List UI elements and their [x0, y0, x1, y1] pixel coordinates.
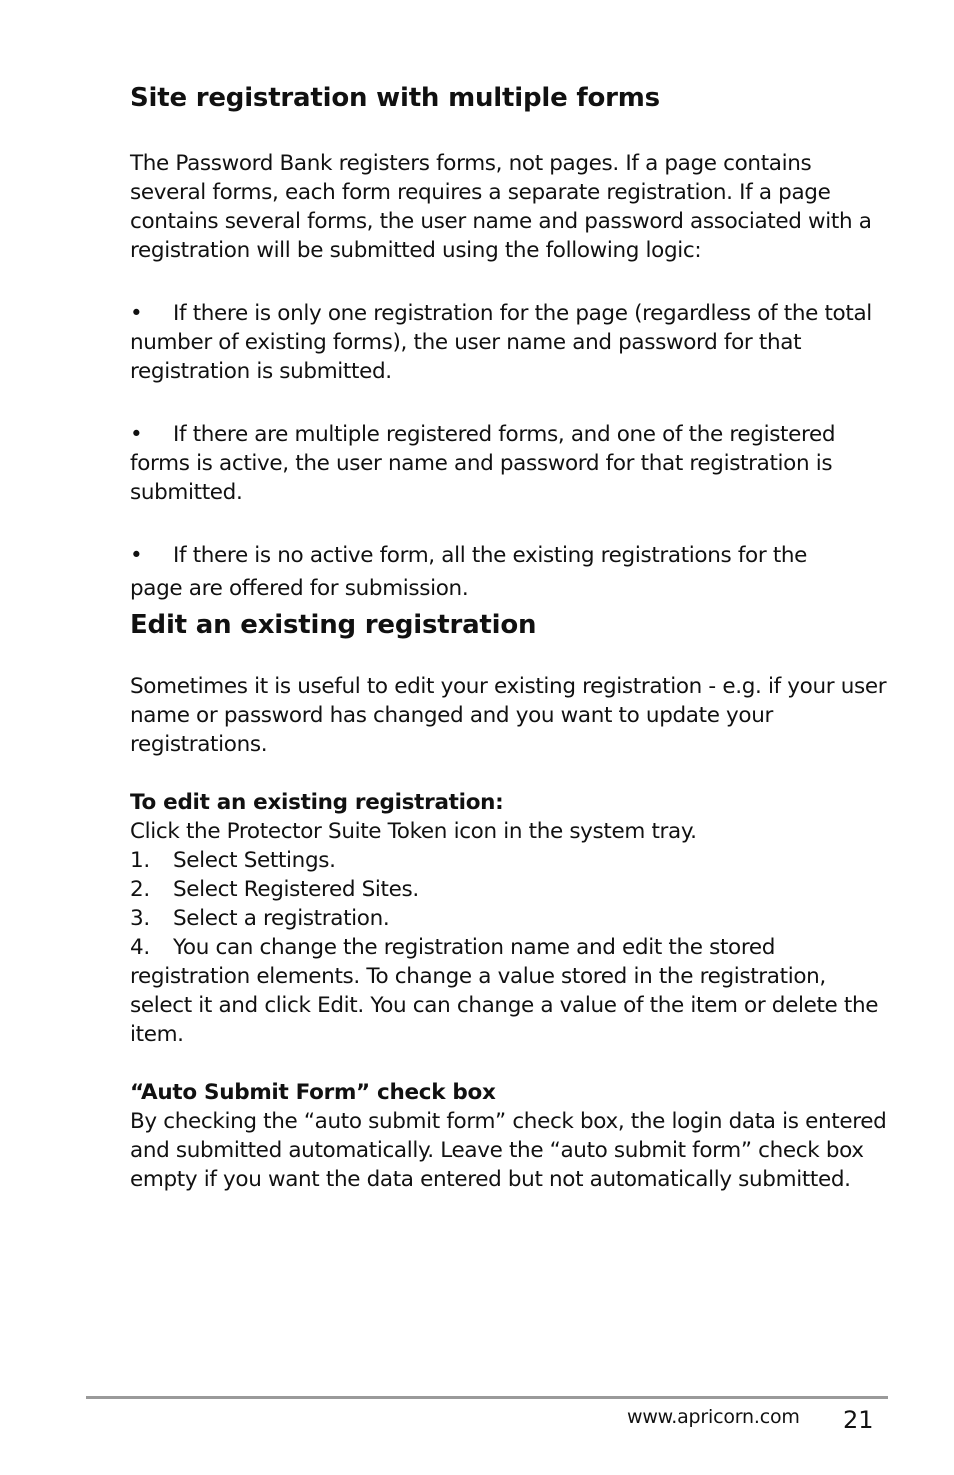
step-text: Select Settings. — [173, 848, 336, 873]
bullet-marker: • — [130, 301, 143, 326]
edit-intro-paragraph: Sometimes it is useful to edit your existing registration - e.g. if your user name or password has changed and you want to update your registrations. — [130, 674, 887, 757]
footer-url: www.apricorn.com — [627, 1406, 800, 1428]
bullet-text: If there are multiple registered forms, and one of the registered forms is active, the user name and password for that registration is submitted. — [130, 422, 836, 505]
auto-submit-paragraph: By checking the “auto submit form” check box, the login data is entered and submitted automatically. Leave the “auto submit form” check box empty if you want the data entered but not automatically submitted. — [130, 1109, 887, 1192]
procedure-intro: Click the Protector Suite Token icon in the system tray. — [130, 819, 697, 844]
page-number: 21 — [843, 1406, 874, 1434]
procedure-heading: To edit an existing registration: — [130, 790, 504, 815]
step-number: 4. — [130, 935, 150, 960]
auto-submit-heading: “Auto Submit Form” check box — [130, 1080, 496, 1105]
step-item-1 — [130, 846, 890, 875]
bullet-marker: • — [130, 543, 143, 568]
intro-paragraph: The Password Bank registers forms, not pages. If a page contains several forms, each form requires a separate registration. If a page contains several forms, the user name and password associated with a registration will be submitted using the following logic: — [130, 151, 872, 263]
step-number: 1. — [130, 848, 150, 873]
step-number: 2. — [130, 877, 150, 902]
bullet-item-3 — [130, 541, 890, 603]
footer-divider — [86, 1396, 888, 1399]
step-item-2 — [130, 875, 890, 904]
step-text: Select a registration. — [173, 906, 390, 931]
section-title-multiple-forms: Site registration with multiple forms — [130, 83, 660, 113]
bullet-text: If there is only one registration for the page (regardless of the total number of existing forms), the user name and password for that registration is submitted. — [130, 301, 872, 384]
step-number: 3. — [130, 906, 150, 931]
step-item-4 — [130, 933, 890, 1049]
step-item-3 — [130, 904, 890, 933]
page-content — [130, 80, 890, 1194]
bullet-marker: • — [130, 422, 143, 447]
step-text: You can change the registration name and edit the stored registration elements. To change a value stored in the registration, select it and click Edit. You can change a value of the item or delete the item. — [130, 935, 879, 1047]
bullet-text-line2: page are offered for submission. — [130, 576, 469, 601]
bullet-item-2 — [130, 420, 890, 507]
bullet-text-line1: If there is no active form, all the existing registrations for the — [173, 543, 808, 568]
section-title-edit-registration: Edit an existing registration — [130, 610, 537, 640]
step-text: Select Registered Sites. — [173, 877, 419, 902]
bullet-item-1 — [130, 299, 890, 386]
